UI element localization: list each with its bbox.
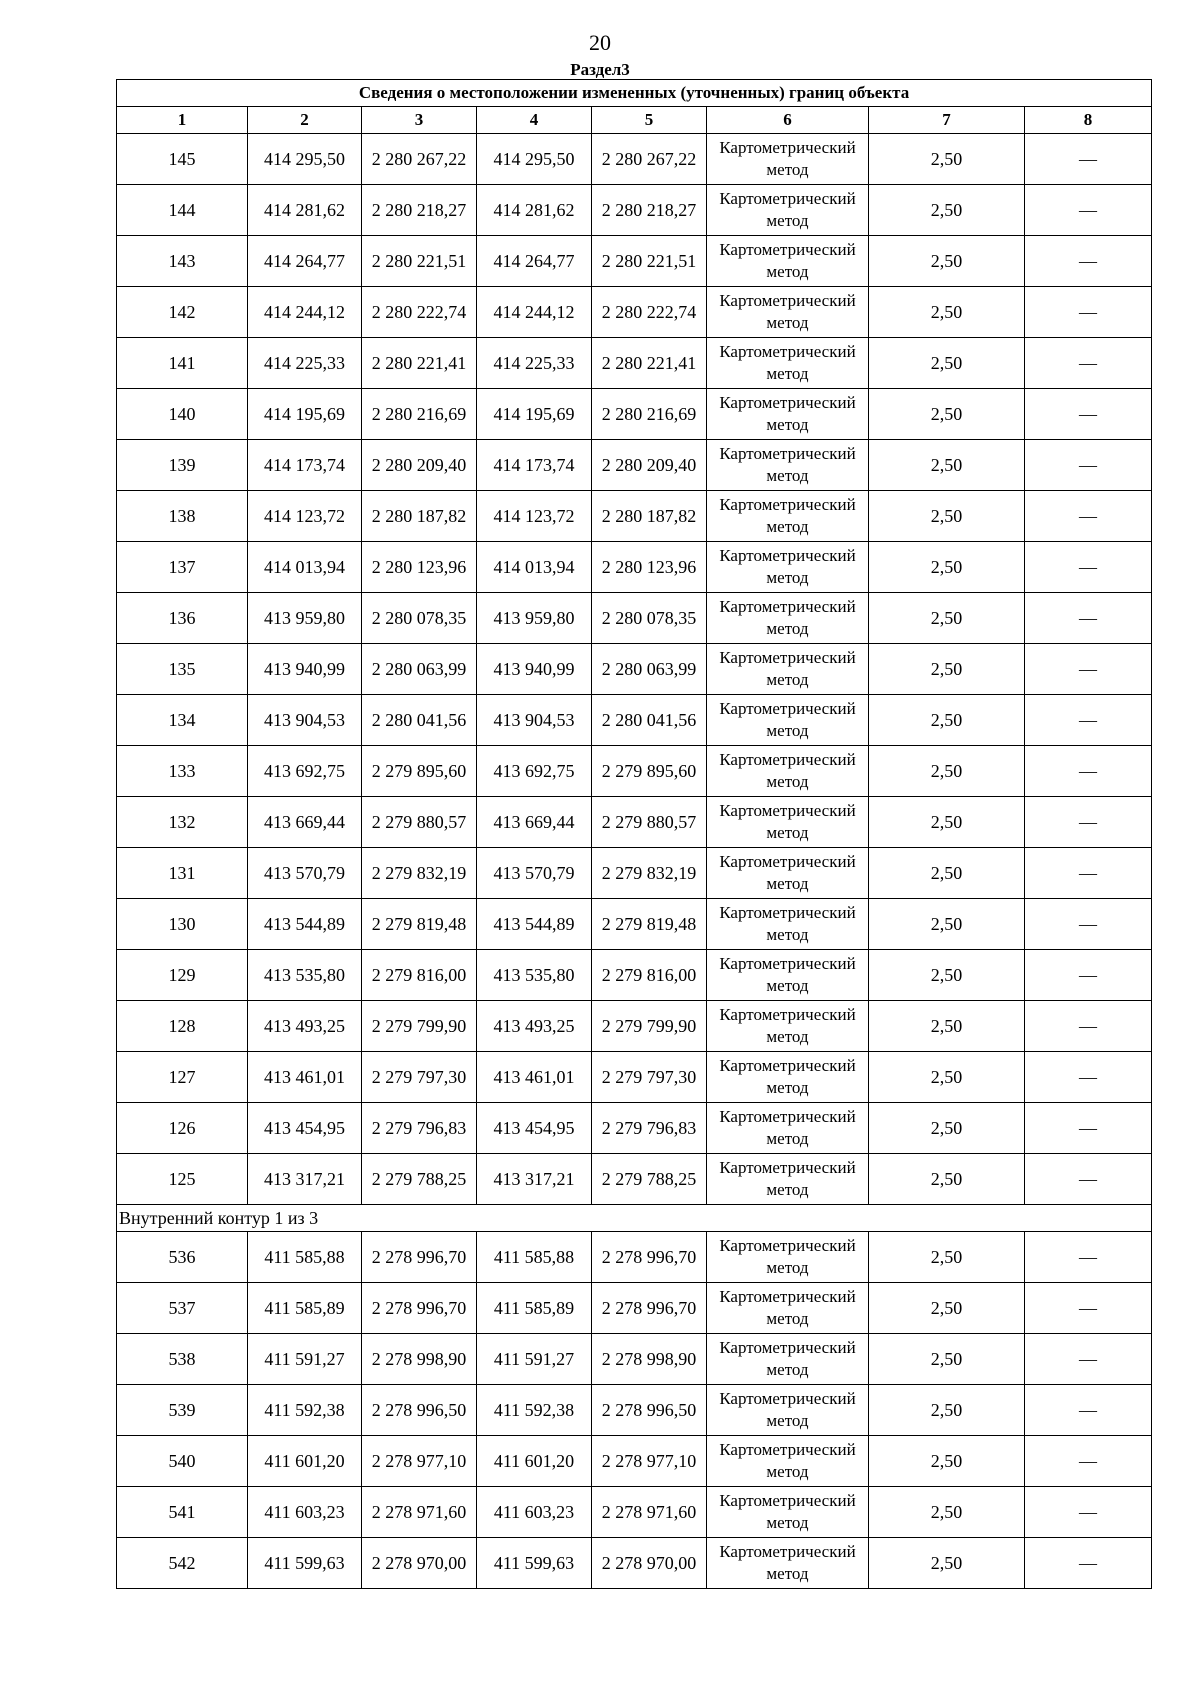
point-number-cell: 142 bbox=[117, 287, 248, 338]
description-cell: — bbox=[1025, 236, 1152, 287]
y-existing-cell: 2 280 221,41 bbox=[362, 338, 477, 389]
point-number-cell: 138 bbox=[117, 491, 248, 542]
accuracy-cell: 2,50 bbox=[869, 1103, 1025, 1154]
table-row bbox=[117, 593, 1152, 644]
table-row bbox=[117, 695, 1152, 746]
x-existing-cell: 413 461,01 bbox=[248, 1052, 362, 1103]
x-existing-cell: 414 244,12 bbox=[248, 287, 362, 338]
x-new-cell: 413 904,53 bbox=[477, 695, 592, 746]
accuracy-cell: 2,50 bbox=[869, 236, 1025, 287]
column-header: 1 bbox=[117, 107, 248, 134]
y-existing-cell: 2 280 187,82 bbox=[362, 491, 477, 542]
x-new-cell: 411 591,27 bbox=[477, 1334, 592, 1385]
y-existing-cell: 2 279 796,83 bbox=[362, 1103, 477, 1154]
x-existing-cell: 414 195,69 bbox=[248, 389, 362, 440]
method-cell: Картометрический метод bbox=[707, 287, 869, 338]
description-cell: — bbox=[1025, 1385, 1152, 1436]
point-number-cell: 130 bbox=[117, 899, 248, 950]
description-cell: — bbox=[1025, 491, 1152, 542]
table-row bbox=[117, 1436, 1152, 1487]
point-number-cell: 539 bbox=[117, 1385, 248, 1436]
x-existing-cell: 413 692,75 bbox=[248, 746, 362, 797]
accuracy-cell: 2,50 bbox=[869, 134, 1025, 185]
point-number-cell: 131 bbox=[117, 848, 248, 899]
x-new-cell: 411 585,89 bbox=[477, 1283, 592, 1334]
x-new-cell: 411 603,23 bbox=[477, 1487, 592, 1538]
x-existing-cell: 411 603,23 bbox=[248, 1487, 362, 1538]
method-cell: Картометрический метод bbox=[707, 1052, 869, 1103]
y-existing-cell: 2 278 970,00 bbox=[362, 1538, 477, 1589]
method-cell: Картометрический метод bbox=[707, 1334, 869, 1385]
x-existing-cell: 413 317,21 bbox=[248, 1154, 362, 1205]
column-header: 5 bbox=[592, 107, 707, 134]
coordinates-table bbox=[116, 79, 1152, 1589]
y-existing-cell: 2 279 880,57 bbox=[362, 797, 477, 848]
y-existing-cell: 2 278 998,90 bbox=[362, 1334, 477, 1385]
x-new-cell: 414 195,69 bbox=[477, 389, 592, 440]
y-existing-cell: 2 279 816,00 bbox=[362, 950, 477, 1001]
y-new-cell: 2 280 222,74 bbox=[592, 287, 707, 338]
accuracy-cell: 2,50 bbox=[869, 797, 1025, 848]
method-cell: Картометрический метод bbox=[707, 389, 869, 440]
method-cell: Картометрический метод bbox=[707, 1385, 869, 1436]
x-new-cell: 414 295,50 bbox=[477, 134, 592, 185]
x-new-cell: 411 592,38 bbox=[477, 1385, 592, 1436]
column-header: 8 bbox=[1025, 107, 1152, 134]
point-number-cell: 127 bbox=[117, 1052, 248, 1103]
y-new-cell: 2 280 216,69 bbox=[592, 389, 707, 440]
description-cell: — bbox=[1025, 1103, 1152, 1154]
table-row bbox=[117, 236, 1152, 287]
x-existing-cell: 413 544,89 bbox=[248, 899, 362, 950]
accuracy-cell: 2,50 bbox=[869, 287, 1025, 338]
x-existing-cell: 414 013,94 bbox=[248, 542, 362, 593]
y-new-cell: 2 278 970,00 bbox=[592, 1538, 707, 1589]
x-new-cell: 411 601,20 bbox=[477, 1436, 592, 1487]
method-cell: Картометрический метод bbox=[707, 1436, 869, 1487]
y-new-cell: 2 279 832,19 bbox=[592, 848, 707, 899]
y-new-cell: 2 280 187,82 bbox=[592, 491, 707, 542]
table-row bbox=[117, 848, 1152, 899]
method-cell: Картометрический метод bbox=[707, 848, 869, 899]
point-number-cell: 134 bbox=[117, 695, 248, 746]
y-existing-cell: 2 280 063,99 bbox=[362, 644, 477, 695]
y-new-cell: 2 280 221,41 bbox=[592, 338, 707, 389]
table-row bbox=[117, 440, 1152, 491]
table-row bbox=[117, 1052, 1152, 1103]
point-number-cell: 133 bbox=[117, 746, 248, 797]
point-number-cell: 132 bbox=[117, 797, 248, 848]
x-existing-cell: 413 940,99 bbox=[248, 644, 362, 695]
x-new-cell: 413 692,75 bbox=[477, 746, 592, 797]
y-existing-cell: 2 279 819,48 bbox=[362, 899, 477, 950]
accuracy-cell: 2,50 bbox=[869, 593, 1025, 644]
accuracy-cell: 2,50 bbox=[869, 1538, 1025, 1589]
description-cell: — bbox=[1025, 899, 1152, 950]
x-existing-cell: 411 592,38 bbox=[248, 1385, 362, 1436]
y-new-cell: 2 280 221,51 bbox=[592, 236, 707, 287]
description-cell: — bbox=[1025, 746, 1152, 797]
x-existing-cell: 413 454,95 bbox=[248, 1103, 362, 1154]
x-existing-cell: 414 173,74 bbox=[248, 440, 362, 491]
accuracy-cell: 2,50 bbox=[869, 338, 1025, 389]
y-new-cell: 2 279 895,60 bbox=[592, 746, 707, 797]
y-new-cell: 2 280 041,56 bbox=[592, 695, 707, 746]
table-caption-row bbox=[117, 80, 1152, 107]
description-cell: — bbox=[1025, 134, 1152, 185]
y-existing-cell: 2 280 041,56 bbox=[362, 695, 477, 746]
description-cell: — bbox=[1025, 1487, 1152, 1538]
accuracy-cell: 2,50 bbox=[869, 1283, 1025, 1334]
y-new-cell: 2 278 996,50 bbox=[592, 1385, 707, 1436]
point-number-cell: 125 bbox=[117, 1154, 248, 1205]
y-new-cell: 2 279 819,48 bbox=[592, 899, 707, 950]
x-new-cell: 413 669,44 bbox=[477, 797, 592, 848]
x-new-cell: 411 585,88 bbox=[477, 1232, 592, 1283]
column-header: 2 bbox=[248, 107, 362, 134]
x-existing-cell: 414 295,50 bbox=[248, 134, 362, 185]
x-existing-cell: 413 904,53 bbox=[248, 695, 362, 746]
x-existing-cell: 411 601,20 bbox=[248, 1436, 362, 1487]
y-new-cell: 2 278 998,90 bbox=[592, 1334, 707, 1385]
table-row bbox=[117, 797, 1152, 848]
method-cell: Картометрический метод bbox=[707, 1001, 869, 1052]
x-existing-cell: 413 959,80 bbox=[248, 593, 362, 644]
description-cell: — bbox=[1025, 542, 1152, 593]
y-existing-cell: 2 278 977,10 bbox=[362, 1436, 477, 1487]
accuracy-cell: 2,50 bbox=[869, 185, 1025, 236]
method-cell: Картометрический метод bbox=[707, 236, 869, 287]
x-existing-cell: 411 591,27 bbox=[248, 1334, 362, 1385]
x-new-cell: 413 317,21 bbox=[477, 1154, 592, 1205]
point-number-cell: 141 bbox=[117, 338, 248, 389]
method-cell: Картометрический метод bbox=[707, 950, 869, 1001]
y-existing-cell: 2 280 221,51 bbox=[362, 236, 477, 287]
x-existing-cell: 413 669,44 bbox=[248, 797, 362, 848]
description-cell: — bbox=[1025, 338, 1152, 389]
y-existing-cell: 2 278 996,50 bbox=[362, 1385, 477, 1436]
description-cell: — bbox=[1025, 287, 1152, 338]
x-existing-cell: 411 599,63 bbox=[248, 1538, 362, 1589]
x-new-cell: 413 544,89 bbox=[477, 899, 592, 950]
y-new-cell: 2 278 971,60 bbox=[592, 1487, 707, 1538]
x-existing-cell: 413 493,25 bbox=[248, 1001, 362, 1052]
x-existing-cell: 413 570,79 bbox=[248, 848, 362, 899]
x-new-cell: 413 461,01 bbox=[477, 1052, 592, 1103]
section-title: Раздел3 bbox=[570, 60, 630, 79]
point-number-cell: 136 bbox=[117, 593, 248, 644]
point-number-cell: 129 bbox=[117, 950, 248, 1001]
point-number-cell: 139 bbox=[117, 440, 248, 491]
y-existing-cell: 2 279 797,30 bbox=[362, 1052, 477, 1103]
y-new-cell: 2 278 996,70 bbox=[592, 1232, 707, 1283]
contour-row bbox=[117, 1205, 1152, 1232]
y-existing-cell: 2 280 123,96 bbox=[362, 542, 477, 593]
x-new-cell: 414 244,12 bbox=[477, 287, 592, 338]
accuracy-cell: 2,50 bbox=[869, 1001, 1025, 1052]
table-row bbox=[117, 746, 1152, 797]
y-new-cell: 2 278 996,70 bbox=[592, 1283, 707, 1334]
accuracy-cell: 2,50 bbox=[869, 1436, 1025, 1487]
accuracy-cell: 2,50 bbox=[869, 389, 1025, 440]
table-row bbox=[117, 950, 1152, 1001]
y-existing-cell: 2 279 788,25 bbox=[362, 1154, 477, 1205]
table-row bbox=[117, 1232, 1152, 1283]
point-number-cell: 542 bbox=[117, 1538, 248, 1589]
method-cell: Картометрический метод bbox=[707, 185, 869, 236]
accuracy-cell: 2,50 bbox=[869, 1334, 1025, 1385]
method-cell: Картометрический метод bbox=[707, 491, 869, 542]
x-new-cell: 413 454,95 bbox=[477, 1103, 592, 1154]
point-number-cell: 540 bbox=[117, 1436, 248, 1487]
y-existing-cell: 2 280 209,40 bbox=[362, 440, 477, 491]
table-row bbox=[117, 338, 1152, 389]
method-cell: Картометрический метод bbox=[707, 644, 869, 695]
description-cell: — bbox=[1025, 1538, 1152, 1589]
x-new-cell: 414 173,74 bbox=[477, 440, 592, 491]
method-cell: Картометрический метод bbox=[707, 1538, 869, 1589]
point-number-cell: 140 bbox=[117, 389, 248, 440]
accuracy-cell: 2,50 bbox=[869, 1154, 1025, 1205]
description-cell: — bbox=[1025, 1283, 1152, 1334]
x-new-cell: 411 599,63 bbox=[477, 1538, 592, 1589]
method-cell: Картометрический метод bbox=[707, 1103, 869, 1154]
table-row bbox=[117, 134, 1152, 185]
x-new-cell: 413 940,99 bbox=[477, 644, 592, 695]
description-cell: — bbox=[1025, 644, 1152, 695]
y-existing-cell: 2 280 218,27 bbox=[362, 185, 477, 236]
accuracy-cell: 2,50 bbox=[869, 695, 1025, 746]
point-number-cell: 145 bbox=[117, 134, 248, 185]
y-new-cell: 2 280 063,99 bbox=[592, 644, 707, 695]
x-new-cell: 413 493,25 bbox=[477, 1001, 592, 1052]
x-new-cell: 414 281,62 bbox=[477, 185, 592, 236]
table-header-row bbox=[117, 107, 1152, 134]
table-row bbox=[117, 1103, 1152, 1154]
point-number-cell: 143 bbox=[117, 236, 248, 287]
x-existing-cell: 414 264,77 bbox=[248, 236, 362, 287]
description-cell: — bbox=[1025, 440, 1152, 491]
y-existing-cell: 2 280 078,35 bbox=[362, 593, 477, 644]
method-cell: Картометрический метод bbox=[707, 695, 869, 746]
y-existing-cell: 2 278 971,60 bbox=[362, 1487, 477, 1538]
method-cell: Картометрический метод bbox=[707, 338, 869, 389]
table-row bbox=[117, 644, 1152, 695]
point-number-cell: 536 bbox=[117, 1232, 248, 1283]
x-new-cell: 413 570,79 bbox=[477, 848, 592, 899]
method-cell: Картометрический метод bbox=[707, 1232, 869, 1283]
table-row bbox=[117, 491, 1152, 542]
accuracy-cell: 2,50 bbox=[869, 848, 1025, 899]
point-number-cell: 137 bbox=[117, 542, 248, 593]
y-existing-cell: 2 278 996,70 bbox=[362, 1232, 477, 1283]
description-cell: — bbox=[1025, 1001, 1152, 1052]
accuracy-cell: 2,50 bbox=[869, 746, 1025, 797]
y-new-cell: 2 279 797,30 bbox=[592, 1052, 707, 1103]
method-cell: Картометрический метод bbox=[707, 593, 869, 644]
method-cell: Картометрический метод bbox=[707, 134, 869, 185]
table-row bbox=[117, 389, 1152, 440]
description-cell: — bbox=[1025, 848, 1152, 899]
description-cell: — bbox=[1025, 1232, 1152, 1283]
method-cell: Картометрический метод bbox=[707, 899, 869, 950]
method-cell: Картометрический метод bbox=[707, 797, 869, 848]
table-row bbox=[117, 1154, 1152, 1205]
table-row bbox=[117, 1283, 1152, 1334]
point-number-cell: 541 bbox=[117, 1487, 248, 1538]
point-number-cell: 537 bbox=[117, 1283, 248, 1334]
x-existing-cell: 411 585,89 bbox=[248, 1283, 362, 1334]
accuracy-cell: 2,50 bbox=[869, 1232, 1025, 1283]
description-cell: — bbox=[1025, 1154, 1152, 1205]
y-existing-cell: 2 280 222,74 bbox=[362, 287, 477, 338]
method-cell: Картометрический метод bbox=[707, 440, 869, 491]
y-existing-cell: 2 278 996,70 bbox=[362, 1283, 477, 1334]
accuracy-cell: 2,50 bbox=[869, 1052, 1025, 1103]
description-cell: — bbox=[1025, 593, 1152, 644]
accuracy-cell: 2,50 bbox=[869, 644, 1025, 695]
table-body bbox=[117, 134, 1152, 1589]
description-cell: — bbox=[1025, 695, 1152, 746]
table-row bbox=[117, 1538, 1152, 1589]
y-new-cell: 2 280 123,96 bbox=[592, 542, 707, 593]
description-cell: — bbox=[1025, 1052, 1152, 1103]
y-new-cell: 2 280 078,35 bbox=[592, 593, 707, 644]
table-row bbox=[117, 1334, 1152, 1385]
x-new-cell: 414 013,94 bbox=[477, 542, 592, 593]
accuracy-cell: 2,50 bbox=[869, 440, 1025, 491]
x-new-cell: 413 535,80 bbox=[477, 950, 592, 1001]
table-row bbox=[117, 1001, 1152, 1052]
accuracy-cell: 2,50 bbox=[869, 899, 1025, 950]
x-existing-cell: 413 535,80 bbox=[248, 950, 362, 1001]
point-number-cell: 538 bbox=[117, 1334, 248, 1385]
table-row bbox=[117, 1385, 1152, 1436]
x-new-cell: 414 225,33 bbox=[477, 338, 592, 389]
method-cell: Картометрический метод bbox=[707, 1154, 869, 1205]
accuracy-cell: 2,50 bbox=[869, 1385, 1025, 1436]
point-number-cell: 135 bbox=[117, 644, 248, 695]
x-existing-cell: 411 585,88 bbox=[248, 1232, 362, 1283]
table-row bbox=[117, 542, 1152, 593]
method-cell: Картометрический метод bbox=[707, 1283, 869, 1334]
y-new-cell: 2 280 218,27 bbox=[592, 185, 707, 236]
page-number: 20 bbox=[589, 30, 611, 55]
description-cell: — bbox=[1025, 389, 1152, 440]
x-existing-cell: 414 281,62 bbox=[248, 185, 362, 236]
y-existing-cell: 2 279 832,19 bbox=[362, 848, 477, 899]
contour-label: Внутренний контур 1 из 3 bbox=[117, 1205, 1152, 1232]
description-cell: — bbox=[1025, 797, 1152, 848]
y-new-cell: 2 279 799,90 bbox=[592, 1001, 707, 1052]
point-number-cell: 128 bbox=[117, 1001, 248, 1052]
description-cell: — bbox=[1025, 1334, 1152, 1385]
y-new-cell: 2 279 796,83 bbox=[592, 1103, 707, 1154]
y-new-cell: 2 279 880,57 bbox=[592, 797, 707, 848]
x-existing-cell: 414 225,33 bbox=[248, 338, 362, 389]
description-cell: — bbox=[1025, 185, 1152, 236]
y-new-cell: 2 279 816,00 bbox=[592, 950, 707, 1001]
y-new-cell: 2 278 977,10 bbox=[592, 1436, 707, 1487]
point-number-cell: 144 bbox=[117, 185, 248, 236]
x-new-cell: 414 264,77 bbox=[477, 236, 592, 287]
accuracy-cell: 2,50 bbox=[869, 950, 1025, 1001]
column-header: 7 bbox=[869, 107, 1025, 134]
y-new-cell: 2 279 788,25 bbox=[592, 1154, 707, 1205]
x-new-cell: 414 123,72 bbox=[477, 491, 592, 542]
y-new-cell: 2 280 267,22 bbox=[592, 134, 707, 185]
y-existing-cell: 2 280 267,22 bbox=[362, 134, 477, 185]
column-header: 4 bbox=[477, 107, 592, 134]
y-existing-cell: 2 280 216,69 bbox=[362, 389, 477, 440]
point-number-cell: 126 bbox=[117, 1103, 248, 1154]
table-row bbox=[117, 287, 1152, 338]
method-cell: Картометрический метод bbox=[707, 746, 869, 797]
column-header: 3 bbox=[362, 107, 477, 134]
accuracy-cell: 2,50 bbox=[869, 1487, 1025, 1538]
table-caption: Сведения о местоположении измененных (уточненных) границ объекта bbox=[117, 80, 1152, 107]
method-cell: Картометрический метод bbox=[707, 1487, 869, 1538]
y-existing-cell: 2 279 799,90 bbox=[362, 1001, 477, 1052]
y-new-cell: 2 280 209,40 bbox=[592, 440, 707, 491]
description-cell: — bbox=[1025, 950, 1152, 1001]
method-cell: Картометрический метод bbox=[707, 542, 869, 593]
table-row bbox=[117, 185, 1152, 236]
accuracy-cell: 2,50 bbox=[869, 491, 1025, 542]
table-row bbox=[117, 1487, 1152, 1538]
x-existing-cell: 414 123,72 bbox=[248, 491, 362, 542]
description-cell: — bbox=[1025, 1436, 1152, 1487]
x-new-cell: 413 959,80 bbox=[477, 593, 592, 644]
y-existing-cell: 2 279 895,60 bbox=[362, 746, 477, 797]
accuracy-cell: 2,50 bbox=[869, 542, 1025, 593]
table-row bbox=[117, 899, 1152, 950]
column-header: 6 bbox=[707, 107, 869, 134]
